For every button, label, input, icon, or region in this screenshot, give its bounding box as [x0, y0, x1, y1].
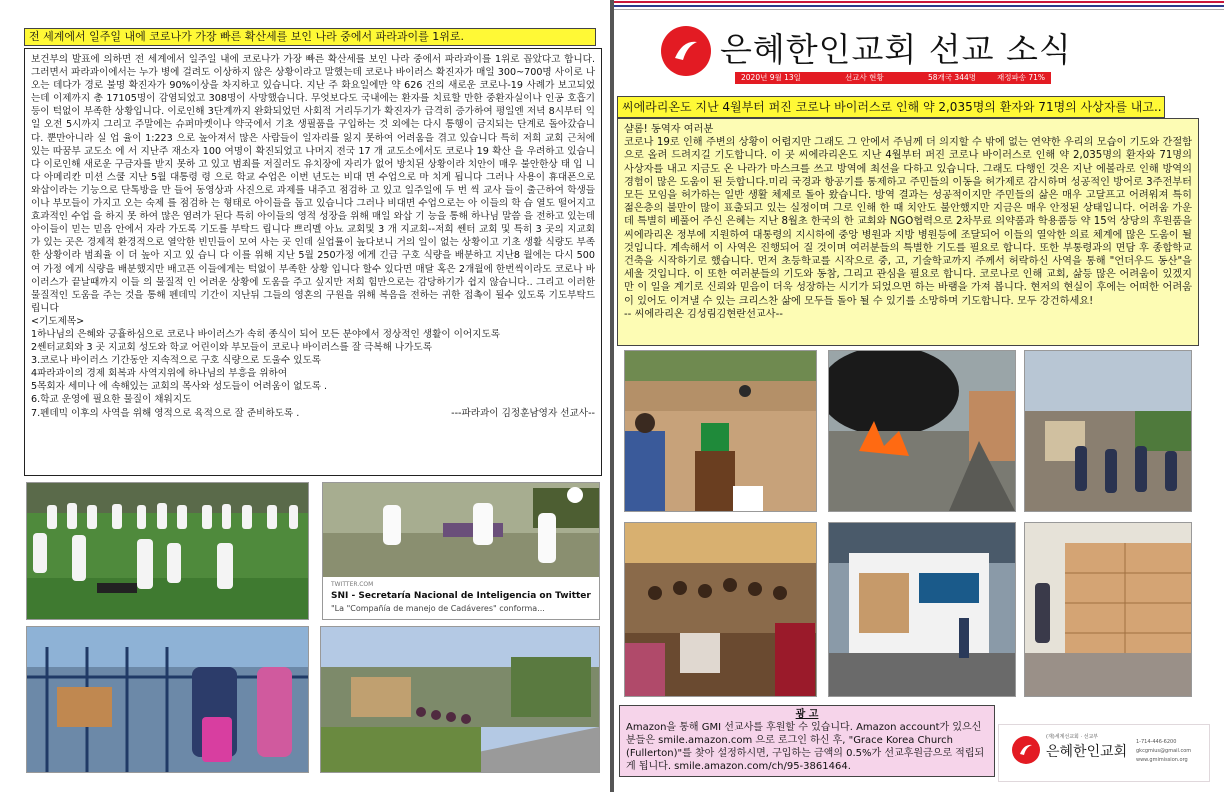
masthead-title: 은혜한인교회 선교 소식: [720, 30, 1072, 69]
photo-queue-street-image: [321, 627, 599, 772]
prayer-item-3: 3.코로나 바이러스 기간동안 지속적으로 구호 식량으로 도울수 있도록: [31, 355, 321, 367]
church-card-logo-mark-icon: [1012, 736, 1040, 764]
left-headline: 전 세계에서 일주일 내에 코로나가 가장 빠른 확산세를 보인 나라 중에서 파라과이를 1위로.: [24, 28, 596, 46]
masthead-section: 선교사 현황: [845, 73, 884, 82]
card-phone: 1-714-446-6200: [1136, 739, 1177, 745]
card-web: www.gmimission.org: [1136, 757, 1188, 763]
photo-food-distribution: [26, 626, 309, 773]
photo-medicine-boxes: [1024, 522, 1192, 697]
card-contact: [1136, 738, 1191, 765]
card-email: gkcgmius@gmail.com: [1136, 748, 1192, 754]
photo-armed-patrol: [1024, 350, 1192, 512]
prayer-item-1: 1하나님의 은혜와 긍휼하심으로 코로나 바이러스가 속히 종식이 되어 모든 분야에서 정상적인 생활이 이어지도록: [31, 328, 501, 340]
right-greeting: 샬롬! 동역자 여러분: [624, 124, 714, 135]
masthead-date: 2020년 9월 13일: [741, 73, 801, 82]
prayer-item-4: 4파라과이의 경제 회복과 사역지위에 하나님의 부흥을 위하여: [31, 368, 288, 380]
caption-title: SNI - Secretaría Nacional de Inteligencia on Twitter: [331, 591, 591, 601]
prayer-item-6: 6.학교 운영에 필요한 물질이 채워지도: [31, 394, 192, 406]
photo-news-body-handling: [322, 482, 600, 620]
photo-armed-patrol-image: [1025, 351, 1191, 511]
photo-field-workers: [26, 482, 309, 620]
card-church-name: 은혜한인교회: [1046, 744, 1128, 760]
photo-medicine-boxes-image: [1025, 523, 1191, 696]
right-article: [617, 118, 1199, 346]
photo-queue-street: [320, 626, 600, 773]
left-article: [24, 48, 602, 476]
prayer-item-7: [31, 407, 595, 420]
right-headline: 씨에라리온도 지난 4월부터 퍼진 코로나 바이러스로 인해 약 2,035명의 환자와 71명의 사상자를 내고..: [617, 96, 1165, 118]
right-signature: -- 씨에라리온 김성림김현란선교사--: [624, 308, 783, 320]
photo-children-gathering-image: [625, 523, 816, 696]
photo-handwash-station-image: [625, 351, 816, 511]
prayer-item-7-text: 7.펜데믹 이후의 사역을 위해 영적으로 육적으로 잘 준비하도록 .: [31, 407, 300, 419]
card-small-text: (재)세계선교회 · 선교부: [1046, 734, 1099, 740]
photo-food-distribution-image: [27, 627, 308, 772]
photo-street-fire-image: [829, 351, 1015, 511]
photo-children-gathering: [624, 522, 817, 697]
caption-sub: "La "Compañía de manejo de Cadáveres" conforma...: [331, 604, 545, 613]
church-logo-icon: [661, 26, 711, 76]
caption-brand: TWITTER.COM: [331, 581, 374, 588]
photo-handwash-station: [624, 350, 817, 512]
left-signature: ---파라과이 김정훈남영자 선교사--: [451, 407, 595, 419]
photo-supply-truck-image: [829, 523, 1015, 696]
church-card-logo-icon: [1012, 736, 1040, 764]
right-article-body: 코로나 19로 인해 주변의 상황이 어렵지만 그래도 그 안에서 주님께 더 의지할 수 밖에 없는 연약한 우리의 모습이 기도와 간절함으로 올려 드려지길 기도합니다. 이 곳 씨에라리온도 지난 4월부터 퍼진 코로나 바이러스로 인해 약 2,035명의 환자와 71명의 사상자를 내고 지금도 온 나라가 마스크를 쓰고 방역에 최선을 다하고 있습니다. 그래도 다행인 것은 지난 에볼라로 인해 방역의 경험이 많은 도움이 된 듯합니다.미리 국경과 항공기를 통제하고 주민들의 이동을 허가제로 감시하며 성공적인 방어로 3주전부터 모든 모임을 허가하는 일반 생활 체제로 돌아 왔습니다. 방역 결과는 성공적이지만 주민들의 삶은 매우 고달프고 어려워져 특히 젊은층의 불만이 많이 표출되고 있는 실정이며 그로 인해 한 때 치안도 불안했지만 지금은 매우 안정된 상태입니다. 어려움 가운데 특별히 베풀어 주신 은혜는 지난 8월초 한국의 한 교회와 NGO협력으로 2차무료 의약품과 학용품등 약 15억 상당의 후원품을 씨에라리온 정부에 지원하여 대통령의 지시하에 중앙 병원과 지방 병원등에 조달되어 이들의 열악한 의료 체계에 많은 도움이 될 것입니다. 계속해서 이 사역은 진행되어 질 것이며 여러분들의 특별한 기도를 필요로 합니다. 또한 부통령과의 면담 후 종합학교 건축을 시작하기로 했습니다. 먼저 초등학교를 시작으로 중, 고, 기술학교까지 주께서 허락하신 사역을 통해 "언더우드 동산"을 세울 것입니다. 이 또한 여러분들의 기도와 동참, 그리고 관심을 필요로 합니다. 코로나로 인해 교회, 삶등 많은 어려움이 있겠지만 이 일을 계기로 신뢰와 믿음이 더욱 성장하는 시기가 되었으면 하는 바램을 가져 봅니다. 현저의 현실이 후에는 어떠한 어려움이 있어도 이겨낼 수 있는 크리스찬 삶에 모두들 돌아 될 수 있기를 소망하며 기도합니다. 모두 강건하세요!: [624, 137, 1192, 307]
photo-field-workers-image: [27, 483, 308, 619]
ad-text: Amazon을 통해 GMI 선교사를 후원할 수 있습니다. Amazon account가 있으신 분들은 smile.amazon.com 으로 로그인 하신 후, "Grace Korea Church (Fullerton)"를 찾아 설정하시면, 구입하는 금액의 0.5%가 선교후원금으로 적립되게 됩니다. smile.amazon.com/ch/95-3861464.: [626, 722, 985, 772]
amazon-ad-box: [619, 705, 995, 777]
masthead-info-bar: [735, 72, 1051, 84]
ad-title: 광 고: [795, 709, 819, 720]
prayer-title: <기도제목>: [31, 315, 85, 327]
church-logo-mark-icon: [661, 26, 711, 76]
left-article-body: 보건부의 발표에 의하면 전 세계에서 일주일 내에 코로나가 가장 빠른 확산세를 보인 나라 중에서 파라과이를 1위로 꼽았다고 합니다. 그러면서 파라과이에서는 누가 병에 걸려도 이상하지 않은 상황이라고 말했는데 코로나 바이러스 확진자가 매일 300~700명 사이로 나오는 데다가 경로 불명 확진자가 90%이상을 차지하고 있습니다. 지난 주 화요일에만 약 626 건의 새로운 코로나-19 사례가 보고되었는데 이제까지 총 17105명이 감염되었고 308명이 사망했습니다. 무엇보다도 국내에는 환자를 치료할 만한 중환자실이나 인공 호흡기 등이 턱없이 부족한 상황입니다. 이로인해 3단계까지 완화되었던 사회적 거리두기가 확진자가 급격히 증가하여 평일엔 저녁 8시부터 익일 오전 5시까지 그리고 주말에는 슈퍼마켓이나 약국에서 기초 생필품을 구입하는 것 외에는 다시 통행이 금지되는 단계로 돌아갔습니다. 뿐만아니라 실 업 율이 1:223 으로 높아져서 많은 사람들이 일자리를 잃지 못하여 어려움을 겪고 있습니다 특히 저희 교회 근처에 있는 따꿈부 교도소 에 서 지난주 재소자 100 여명이 확진되었고 나머지 전국 17 개 교도소에서도 코로나 19 확산 을 우려하고 있습니다 이로인해 새로운 구금자를 받지 못하 고 있고 범죄를 저질러도 유치장에 자리가 없어 방치된 상황이라 치안이 매우 불안한상 태 입 니다 아메리칸 미션 스쿨 지난 5월 대통령 령 으로 학교 수업은 이번 년도는 비대 면 수업으로 마 치게 됩니다 그러나 사용이 휴대폰으로 와삽이라는 기능으로 단톡방을 만 들어 동영상과 사진으로 과제를 내주고 점검하 고 있고 일주일에 두 번 씩 교사 들이 출근하여 학생들 이나 부모들이 가지고 오는 숙제 를 점검하 는 형태로 아이들을 돕고 있습니다 그러나 비대면 수업으로는 아 이들의 학 습 열도 떨어지고 효과적인 수업 을 하지 못 하여 많은 염려가 된다 특히 아이들의 영적 성장을 위해 매일 와삽 기 능을 통해 하나님 말씀 을 전하고 있는데 아이들이 믿는 믿음 안에서 자라 가도록 기도를 부탁드 립니다 쁘리멜 아뇨 교회및 3 개 지교회--저희 쎈터 교회 및 특히 3 곳의 지교회 가 있는 곳은 경제적 환경적으로 열악한 빈민들이 모여 사는 곳 인데 실업률이 높다보니 거의 일이 없는 상황이고 기초 생활 식량도 부족한 상황이라 범죄율 이 더 높아 지고 있 습니 다 이를 위해 지난 5월 250가정 에게 긴급 구호 식량을 배분하고 지난8 월에는 다시 500 여 가정 에게 식량을 배분했지만 배고픈 이들에게는 턱없이 부족한 상황 입니다 할수 있다면 매달 혹은 2개월에 한번씩이라도 코로나 바이러스가 끝날때까지 이들 의 물질적 인 어려운 상황에 도움을 주고 싶지만 저희 힘만으로는 감당하기가 쉽지 않습니다.. 그리고 이러한 물질적인 도움을 주는 것을 통해 펜데믹 기간이 지난뒤 그들의 영혼의 구원을 위해 복음을 전하는 귀한 접촉이 될수 있도록 기도부탁드립니다: [31, 54, 595, 314]
prayer-item-2: 2쎈터교회와 3 곳 지교회 성도와 학교 어린이와 부모들이 코로나 바이러스를 잘 극복해 나가도록: [31, 342, 432, 354]
masthead-rate: 재정파송 71%: [997, 73, 1046, 82]
masthead-count: 58개국 344명: [928, 73, 976, 82]
top-stripes: [614, 0, 1224, 12]
photo-street-fire: [828, 350, 1016, 512]
photo-supply-truck: [828, 522, 1016, 697]
prayer-item-5: 5목회자 세미나 에 속해있는 교회의 목사와 성도들이 어려움이 없도록 .: [31, 381, 328, 393]
